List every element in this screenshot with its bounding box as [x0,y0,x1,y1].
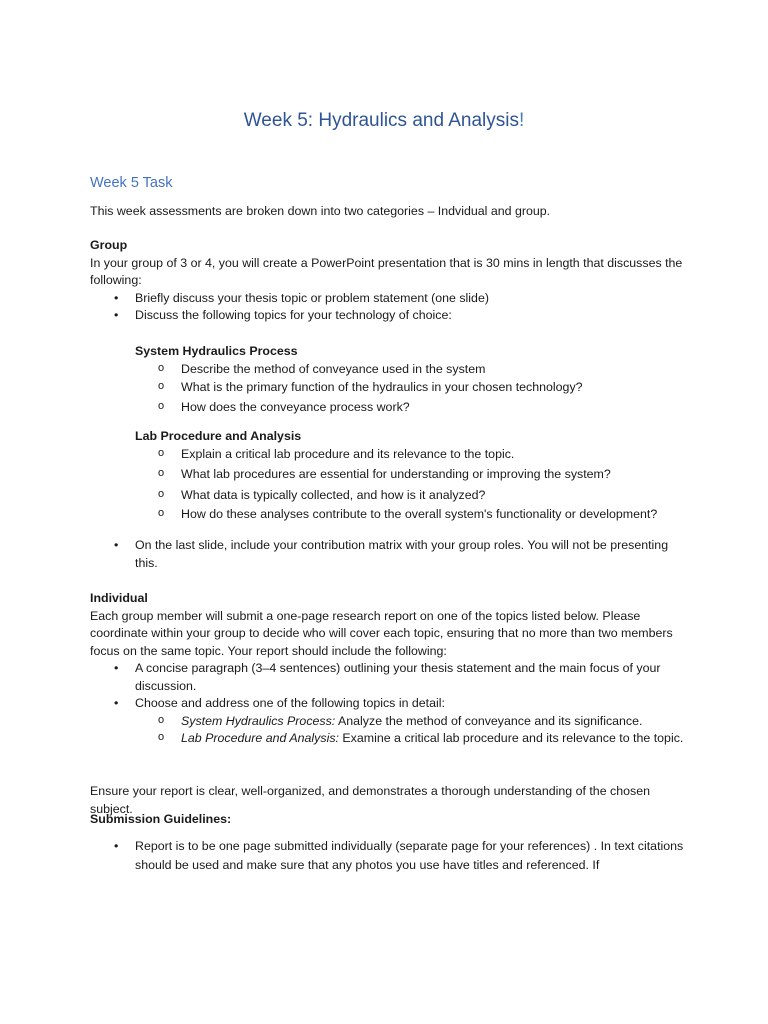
contribution-matrix-note [90,537,690,572]
list-item: • On the last slide, include your contribution matrix with your group roles. You will not be presenting this. [90,537,690,572]
submission-heading: Submission Guidelines: [90,812,232,826]
topic-label: System Hydraulics Process: [181,713,336,728]
group-last-bullet-list [90,537,690,572]
group-bullet-list [90,290,690,325]
list-item: • Briefly discuss your thesis topic or problem statement (one slide) [90,290,690,308]
topic-label: Lab Procedure and Analysis: [181,731,339,745]
page-title [0,108,768,134]
list-item: o What is the primary function of the hydraulics in your chosen technology? [90,379,690,397]
list-item: • Report is to be one page submitted individually (separate page for your references) . In text citations should be used and make sure that any photos you use have titles and referenced. If [90,837,690,875]
system-hydraulics-heading: System Hydraulics Process [135,344,298,358]
lab-procedure-section [90,428,690,524]
individual-bullet-list [90,660,690,713]
list-item: o Explain a critical lab procedure and its relevance to the topic. [90,446,690,464]
list-item: o What lab procedures are essential for understanding or improving the system? [90,466,690,484]
list-item: • Choose and address one of the following topics in detail: [90,695,690,713]
group-heading: Group [90,238,128,252]
list-item: o Describe the method of conveyance used in the system [90,361,690,379]
topic-text: Analyze the method of conveyance and its significance. [335,713,643,728]
list-item [90,730,690,748]
individual-description: Each group member will submit a one-page research report on one of the topics listed below. Please coordinate within your group to decide who will cover each topic, ensuring that no more than two members focus on the same topic. Your report should include the following: [90,608,673,658]
lab-procedure-list [90,446,690,524]
topic-text: Examine a critical lab procedure and its relevance to the topic. [338,731,684,745]
submission-section [90,811,690,875]
page-title-suffix: ! [519,110,525,131]
list-item: • Discuss the following topics for your technology of choice: [90,307,690,325]
lab-procedure-heading: Lab Procedure and Analysis [135,429,302,443]
individual-topic-list [90,713,690,748]
group-section [90,237,690,325]
closing-paragraph: Ensure your report is clear, well-organized, and demonstrates a thorough understanding of the chosen subject. [90,784,650,816]
individual-section [90,590,690,748]
group-description: In your group of 3 or 4, you will create a PowerPoint presentation that is 30 mins in length that discusses the following: [90,255,683,287]
list-item: o How does the conveyance process work? [90,399,690,417]
list-item: o What data is typically collected, and how is it analyzed? [90,487,690,505]
list-item: o How do these analyses contribute to the overall system's functionality or development? [90,506,690,524]
page-title-text: Week 5: Hydraulics and Analysis [243,110,519,131]
intro-paragraph: This week assessments are broken down into two categories – Indvidual and group. [90,204,551,218]
section-subtitle: Week 5 Task [90,175,173,191]
list-item [90,713,690,731]
system-hydraulics-section [90,343,690,416]
submission-bullet-list [90,837,690,875]
list-item: • A concise paragraph (3–4 sentences) outlining your thesis statement and the main focus of your discussion. [90,660,690,695]
individual-heading: Individual [90,591,148,605]
system-hydraulics-list [90,361,690,417]
